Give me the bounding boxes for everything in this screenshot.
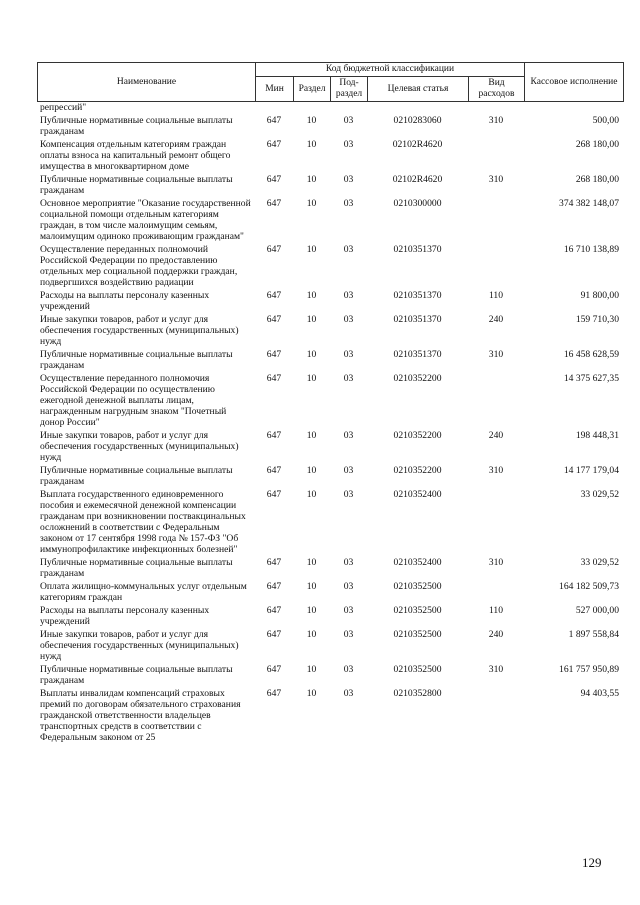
cell-cel: 0210352800	[393, 688, 442, 699]
cell-amt: 527 000,00	[575, 605, 619, 616]
header-vid: Вид расходов	[469, 77, 525, 102]
cell-min: 647	[266, 465, 282, 476]
table-row	[37, 173, 623, 197]
cell-razdel: 10	[306, 489, 317, 500]
cell-min: 647	[266, 115, 282, 126]
cell-name: Публичные нормативные социальные выплаты гражданам	[40, 557, 233, 579]
header-kbk: Код бюджетной классификации	[256, 63, 525, 77]
cell-vid	[468, 372, 524, 429]
cell-cel: 0210351370	[393, 244, 442, 255]
cell-amt: 16 710 138,89	[563, 244, 619, 255]
cell-cel: 0210352400	[393, 557, 442, 568]
cell-pod	[330, 101, 367, 114]
cell-name: Основное мероприятие "Оказание государственной социальной помощи отдельным категориям граждан, в том числе малоимущим семьям, малоимущим одиноко проживающим гражданам"	[40, 198, 251, 242]
cell-razdel: 10	[306, 349, 317, 360]
cell-name: Оплата жилищно-коммунальных услуг отдельным категориям граждан	[40, 581, 247, 603]
table-row	[37, 289, 623, 313]
cell-vid: 110	[488, 290, 504, 301]
cell-name: Иные закупки товаров, работ и услуг для обеспечения государственных (муниципальных) нужд	[40, 430, 239, 463]
table-row	[37, 348, 623, 372]
cell-vid	[468, 197, 524, 243]
cell-cel: 0210283060	[393, 115, 442, 126]
cell-min: 647	[266, 244, 282, 255]
cell-name: Публичные нормативные социальные выплаты гражданам	[40, 465, 233, 487]
cell-amt: 14 177 179,04	[563, 465, 619, 476]
table-row	[37, 464, 623, 488]
header-kassa: Кассовое исполнение	[525, 63, 624, 102]
cell-pod: 03	[343, 581, 354, 592]
cell-min: 647	[266, 290, 282, 301]
cell-amt: 16 458 628,59	[563, 349, 619, 360]
cell-amt: 500,00	[592, 115, 619, 126]
table-row	[37, 580, 623, 604]
cell-razdel: 10	[306, 581, 317, 592]
cell-vid: 310	[488, 664, 504, 675]
cell-cel: 0210352200	[393, 373, 442, 384]
cell-cel: 0210352500	[393, 605, 442, 616]
cell-vid: 310	[488, 557, 504, 568]
cell-amt: 14 375 627,35	[563, 373, 619, 384]
cell-cel: 0210352500	[393, 664, 442, 675]
cell-cel: 0210352200	[393, 465, 442, 476]
cell-amt: 198 448,31	[575, 430, 619, 441]
header-podrazdel: Под- раздел	[331, 77, 368, 102]
table-row	[37, 197, 623, 243]
cell-razdel: 10	[306, 664, 317, 675]
cell-razdel: 10	[306, 430, 317, 441]
cell-name: Иные закупки товаров, работ и услуг для обеспечения государственных (муниципальных) нужд	[40, 629, 239, 662]
cell-amt: 91 800,00	[580, 290, 619, 301]
cell-min: 647	[266, 688, 282, 699]
cell-name: репрессий"	[40, 102, 87, 113]
cell-name: Публичные нормативные социальные выплаты гражданам	[40, 115, 233, 137]
cell-name: Осуществление переданных полномочий Российской Федерации по предоставлению отдельных мер социальной поддержки граждан, подвергшихся воздействию радиации	[40, 244, 238, 288]
cell-name: Расходы на выплаты персоналу казенных учреждений	[40, 290, 210, 312]
cell-pod: 03	[343, 373, 354, 384]
cell-vid	[468, 243, 524, 289]
table-row	[37, 101, 623, 114]
cell-razdel: 10	[306, 115, 317, 126]
cell-pod: 03	[343, 557, 354, 568]
table-row	[37, 313, 623, 348]
table-row	[37, 429, 623, 464]
cell-razdel: 10	[306, 465, 317, 476]
cell-name: Выплата государственного единовременного пособия и ежемесячной денежной компенсации гражданам при возникновении поствакцинальных осложнений в соответствии с Федеральным законом от 17 сентября 1998 года № 157-ФЗ "Об иммунопрофилактике инфекционных болезней"	[40, 489, 246, 555]
table-row	[37, 138, 623, 173]
cell-pod: 03	[343, 290, 354, 301]
cell-razdel: 10	[306, 198, 317, 209]
cell-cel	[367, 101, 468, 114]
cell-cel: 0210351370	[393, 290, 442, 301]
cell-min: 647	[266, 629, 282, 640]
cell-pod: 03	[343, 688, 354, 699]
cell-pod: 03	[343, 198, 354, 209]
cell-razdel: 10	[306, 688, 317, 699]
cell-amt: 33 029,52	[580, 557, 619, 568]
cell-min: 647	[266, 314, 282, 325]
cell-min: 647	[266, 605, 282, 616]
cell-min: 647	[266, 430, 282, 441]
cell-vid: 310	[488, 115, 504, 126]
cell-name: Публичные нормативные социальные выплаты гражданам	[40, 174, 233, 196]
cell-razdel: 10	[306, 314, 317, 325]
cell-cel: 02102R4620	[392, 174, 443, 185]
cell-cel: 0210352400	[393, 489, 442, 500]
header-celevaya: Целевая статья	[368, 77, 469, 102]
cell-pod: 03	[343, 349, 354, 360]
cell-min: 647	[266, 664, 282, 675]
cell-amt: 268 180,00	[575, 139, 619, 150]
cell-amt: 374 382 148,07	[559, 198, 619, 209]
cell-razdel: 10	[306, 629, 317, 640]
cell-pod: 03	[343, 244, 354, 255]
cell-pod: 03	[343, 139, 354, 150]
cell-vid	[468, 138, 524, 173]
table-row	[37, 372, 623, 429]
cell-pod: 03	[343, 430, 354, 441]
table-row	[37, 687, 623, 744]
cell-vid: 110	[488, 605, 504, 616]
table-row	[37, 243, 623, 289]
cell-min: 647	[266, 139, 282, 150]
cell-vid	[468, 580, 524, 604]
cell-min: 647	[266, 581, 282, 592]
cell-vid: 240	[488, 430, 504, 441]
cell-pod: 03	[343, 664, 354, 675]
cell-name: Осуществление переданного полномочия Российской Федерации по осуществлению ежегодной денежной выплаты лицам, награжденным нагрудным знаком "Почетный донор России"	[40, 373, 227, 428]
header-min: Мин	[256, 77, 294, 102]
table-row	[37, 628, 623, 663]
cell-cel: 0210352500	[393, 581, 442, 592]
cell-min: 647	[266, 349, 282, 360]
cell-amt: 161 757 950,89	[559, 664, 619, 675]
cell-amt: 1 897 558,84	[568, 629, 619, 640]
cell-razdel: 10	[306, 244, 317, 255]
cell-cel: 0210352200	[393, 430, 442, 441]
header-name: Наименование	[38, 63, 256, 102]
cell-amt: 164 182 509,73	[559, 581, 619, 592]
cell-name: Расходы на выплаты персоналу казенных учреждений	[40, 605, 210, 627]
cell-vid	[468, 687, 524, 744]
cell-amt: 94 403,55	[580, 688, 619, 699]
table-row	[37, 556, 623, 580]
cell-pod: 03	[343, 314, 354, 325]
cell-name: Публичные нормативные социальные выплаты гражданам	[40, 664, 233, 686]
cell-cel: 02102R4620	[392, 139, 443, 150]
cell-cel: 0210351370	[393, 314, 442, 325]
budget-table	[37, 101, 623, 744]
cell-razdel	[293, 101, 330, 114]
cell-min: 647	[266, 373, 282, 384]
cell-pod: 03	[343, 465, 354, 476]
header-razdel: Раздел	[294, 77, 331, 102]
cell-name: Публичные нормативные социальные выплаты гражданам	[40, 349, 233, 371]
page-number: 129	[582, 855, 602, 870]
cell-pod: 03	[343, 629, 354, 640]
cell-vid	[468, 488, 524, 556]
cell-amt: 159 710,30	[575, 314, 619, 325]
cell-cel: 0210352500	[393, 629, 442, 640]
table-row	[37, 114, 623, 138]
cell-name: Иные закупки товаров, работ и услуг для обеспечения государственных (муниципальных) нужд	[40, 314, 239, 347]
cell-min: 647	[266, 198, 282, 209]
cell-min: 647	[266, 489, 282, 500]
cell-vid	[468, 101, 524, 114]
cell-cel: 0210351370	[393, 349, 442, 360]
cell-vid: 240	[488, 629, 504, 640]
cell-razdel: 10	[306, 290, 317, 301]
cell-amt	[524, 101, 623, 114]
cell-amt: 268 180,00	[575, 174, 619, 185]
cell-razdel: 10	[306, 557, 317, 568]
cell-pod: 03	[343, 489, 354, 500]
table-row	[37, 488, 623, 556]
cell-name: Выплаты инвалидам компенсаций страховых премий по договорам обязательного страхования гражданской ответственности владельцев транспортных средств в соответствии с Федеральным законом от 25	[40, 688, 241, 743]
cell-vid: 310	[488, 465, 504, 476]
cell-vid: 310	[488, 174, 504, 185]
cell-amt: 33 029,52	[580, 489, 619, 500]
cell-razdel: 10	[306, 373, 317, 384]
cell-min	[255, 101, 293, 114]
cell-razdel: 10	[306, 605, 317, 616]
cell-vid: 310	[488, 349, 504, 360]
cell-min: 647	[266, 174, 282, 185]
table-header	[37, 62, 624, 102]
table-row	[37, 604, 623, 628]
cell-pod: 03	[343, 174, 354, 185]
table-row	[37, 663, 623, 687]
cell-min: 647	[266, 557, 282, 568]
cell-cel: 0210300000	[393, 198, 442, 209]
cell-pod: 03	[343, 605, 354, 616]
cell-vid: 240	[488, 314, 504, 325]
cell-razdel: 10	[306, 139, 317, 150]
cell-name: Компенсация отдельным категориям граждан оплаты взноса на капитальный ремонт общего имущества в многоквартирном доме	[40, 139, 231, 172]
cell-razdel: 10	[306, 174, 317, 185]
cell-pod: 03	[343, 115, 354, 126]
